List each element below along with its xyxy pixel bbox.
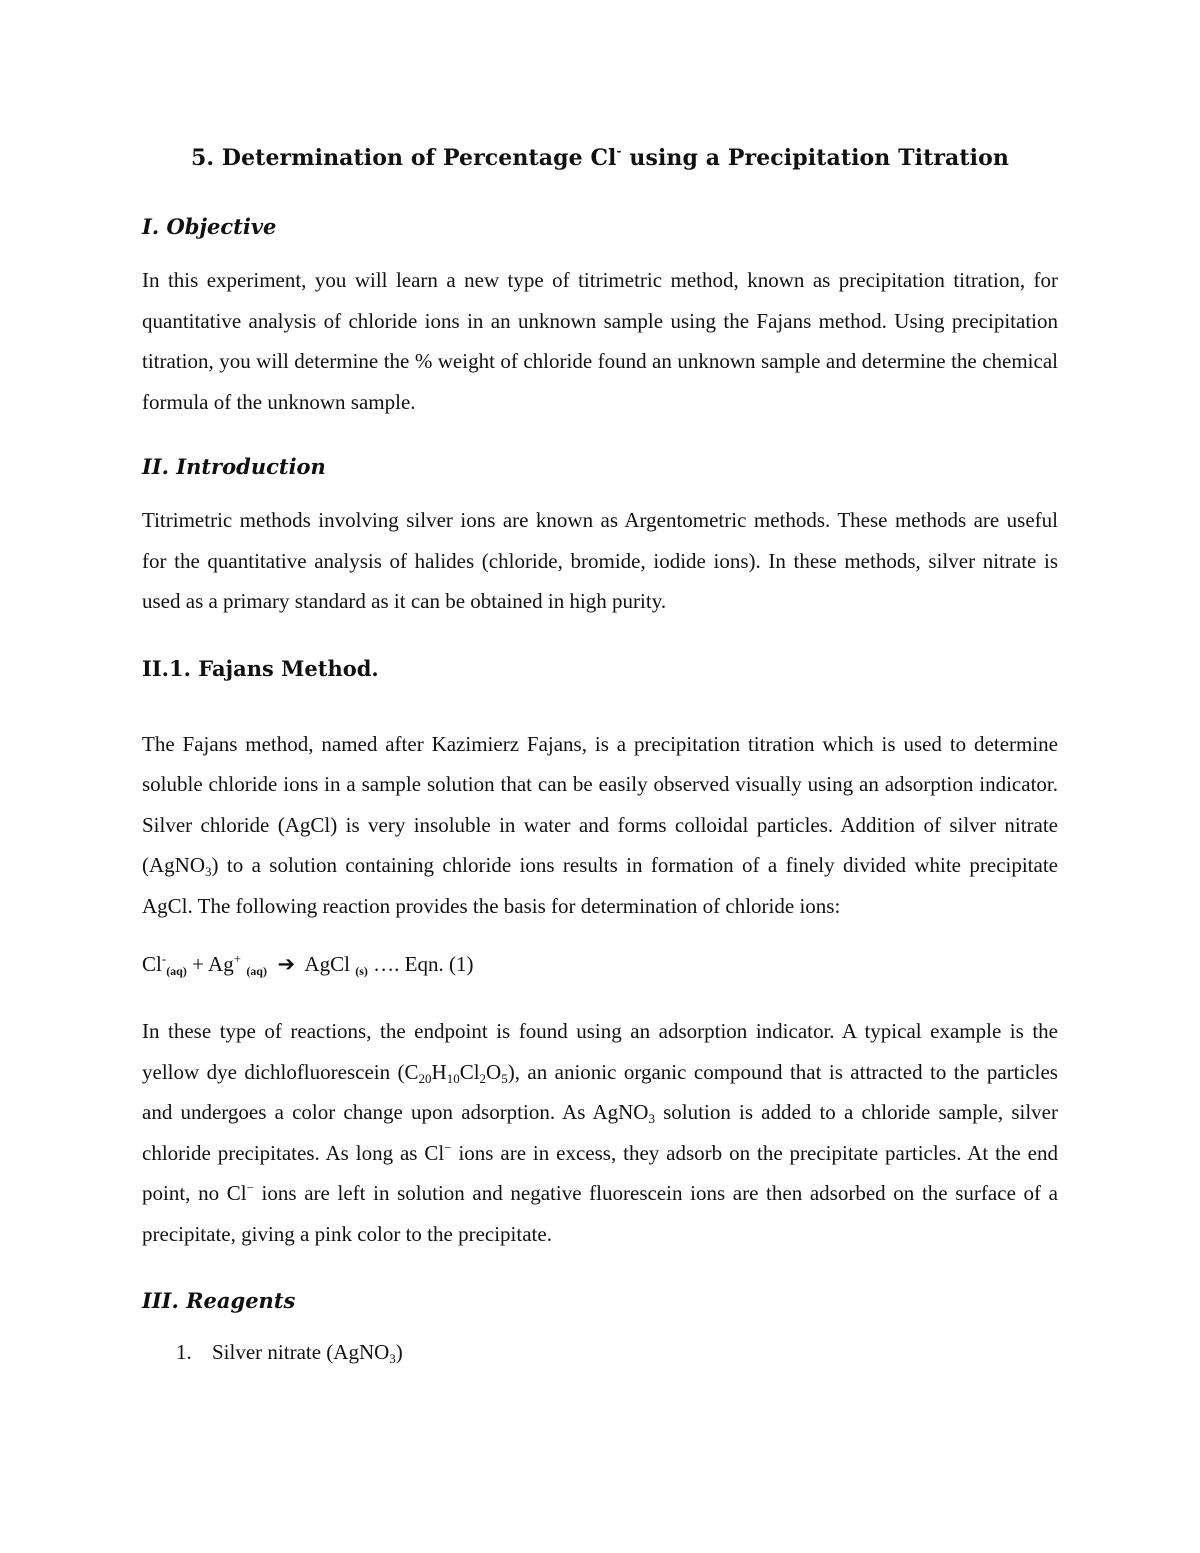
eqn-silver: + Ag bbox=[186, 952, 234, 976]
title-text: 5. Determination of Percentage Cl bbox=[190, 145, 617, 171]
subscript: 10 bbox=[446, 1070, 460, 1086]
list-item-text bbox=[212, 1332, 403, 1372]
reagents-list bbox=[142, 1332, 1058, 1372]
text: In these type of reactions, the endpoint is found using an adsorption indicator. A typical example is the yellow dye dichlofluorescein (C bbox=[142, 1019, 1058, 1084]
fajans-p1-text-2: ) to a solution containing chloride ions results in formation of a finely divided white precipitate AgCl. The following reaction provides the basis for determination of chloride ions: bbox=[142, 853, 1058, 918]
document-content bbox=[142, 138, 1058, 1372]
text: H bbox=[431, 1059, 447, 1084]
subscript: 3 bbox=[648, 1111, 655, 1126]
superscript: − bbox=[444, 1139, 452, 1155]
text: ions are left in solution and negative fluorescein ions are then adsorbed on the surface of a precipitate, giving a pink color to the precipitate. bbox=[142, 1181, 1058, 1246]
text: ions are in excess, they adsorb on the precipitate particles. At the end point, no Cl bbox=[142, 1140, 1058, 1205]
introduction-paragraph: Titrimetric methods involving silver ions are known as Argentometric methods. These methods are useful for the quantitative analysis of halides (chloride, bromide, iodide ions). In these methods, silver nitrate is used as a primary standard as it can be obtained in high purity. bbox=[142, 508, 1058, 613]
subscript: 5 bbox=[501, 1070, 508, 1086]
eqn-state: (aq) bbox=[166, 964, 187, 978]
text: solution is added to a chloride sample, silver chloride precipitates. As long as Cl bbox=[142, 1100, 1058, 1165]
fajans-heading: II.1. Fajans Method. bbox=[142, 655, 379, 681]
fajans-paragraph-2 bbox=[142, 1011, 1058, 1254]
title-text-suffix: using a Precipitation Titration bbox=[621, 145, 1009, 171]
eqn-charge: - bbox=[161, 951, 167, 966]
text: ) bbox=[395, 1340, 403, 1364]
document-title bbox=[142, 138, 1058, 178]
equation-1 bbox=[142, 944, 1058, 991]
objective-heading: I. Objective bbox=[142, 214, 277, 239]
superscript: − bbox=[246, 1180, 254, 1195]
fajans-p1-text: The Fajans method, named after Kazimierz Fajans, is a precipitation titration which is used to determine soluble chloride ions in a sample solution that can be easily observed visually using an adsorption indicator. Silver chloride (AgCl) is very insoluble in water and forms colloidal particles. Addition of silver nitrate (AgNO bbox=[142, 731, 1058, 877]
reagents-heading: III. Reagents bbox=[142, 1288, 296, 1313]
eqn-state: (s) bbox=[355, 964, 368, 978]
introduction-heading: II. Introduction bbox=[142, 454, 326, 479]
subscript: 2 bbox=[479, 1070, 487, 1086]
text: O bbox=[486, 1059, 502, 1084]
text: Silver nitrate (AgNO bbox=[212, 1340, 390, 1364]
eqn-label: …. Eqn. (1) bbox=[367, 952, 474, 976]
eqn-state: (aq) bbox=[246, 964, 267, 978]
list-item bbox=[142, 1332, 1058, 1372]
arrow-icon: ➔ bbox=[277, 952, 296, 976]
subscript: 20 bbox=[418, 1070, 432, 1086]
text: ), an anionic organic compound that is attracted to the particles and undergoes a color change upon adsorption. As AgNO bbox=[142, 1059, 1058, 1124]
title-superscript: - bbox=[616, 144, 622, 158]
eqn-product: AgCl bbox=[300, 952, 356, 976]
subscript: 3 bbox=[205, 864, 212, 879]
text: Cl bbox=[459, 1059, 480, 1084]
eqn-charge: + bbox=[233, 951, 242, 966]
list-item-number: 1. bbox=[176, 1340, 192, 1364]
objective-paragraph: In this experiment, you will learn a new type of titrimetric method, known as precipitation titration, for quantitative analysis of chloride ions in an unknown sample using the Fajans method. Using precipitation titration, you will determine the % weight of chloride found an unknown sample and determine the chemical formula of the unknown sample. bbox=[142, 268, 1058, 414]
fajans-paragraph-1 bbox=[142, 724, 1058, 927]
subscript: 3 bbox=[389, 1351, 396, 1366]
eqn-chloride: Cl bbox=[142, 952, 162, 976]
